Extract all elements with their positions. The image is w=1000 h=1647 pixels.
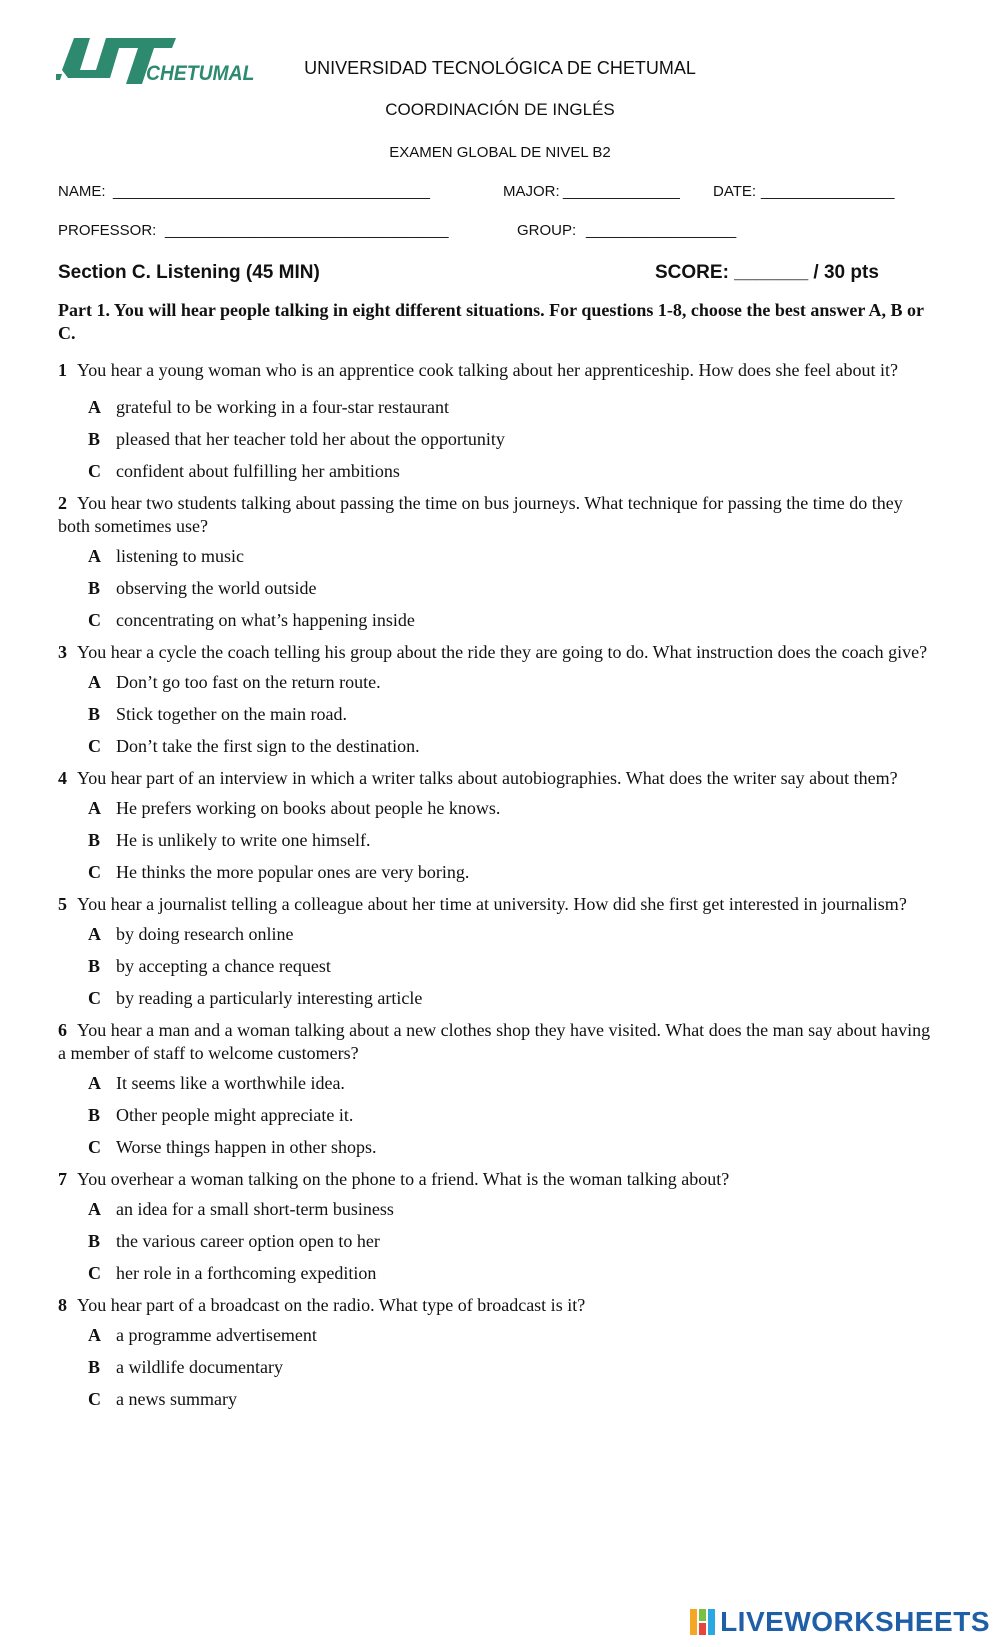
question-text	[58, 1019, 938, 1065]
question-text	[58, 1294, 938, 1317]
answer-option[interactable]	[88, 1324, 938, 1347]
question-number: 3	[58, 642, 67, 662]
answer-option[interactable]	[88, 703, 938, 726]
question-stem: You hear two students talking about passing the time on bus journeys. What technique for passing the time do they both sometimes use?	[58, 493, 903, 536]
answer-option[interactable]	[88, 1136, 938, 1159]
question-number: 5	[58, 894, 67, 914]
option-letter: B	[88, 1105, 101, 1125]
section-title: Section C. Listening (45 MIN)	[58, 262, 320, 283]
question-block	[58, 641, 938, 758]
group-blank[interactable]: __________________	[586, 222, 737, 239]
answer-options	[58, 671, 938, 758]
option-text: Don’t go too fast on the return route.	[116, 672, 381, 692]
answer-options	[58, 396, 938, 483]
option-letter: B	[88, 704, 101, 724]
answer-option[interactable]	[88, 1072, 938, 1095]
answer-option[interactable]	[88, 861, 938, 884]
professor-blank[interactable]: __________________________________	[165, 222, 449, 239]
option-letter: C	[88, 862, 101, 882]
option-text: observing the world outside	[116, 578, 317, 598]
answer-options	[58, 545, 938, 632]
option-letter: A	[88, 546, 101, 566]
answer-option[interactable]	[88, 735, 938, 758]
option-text: a programme advertisement	[116, 1325, 317, 1345]
answer-option[interactable]	[88, 797, 938, 820]
question-number: 4	[58, 768, 67, 788]
watermark-text: LIVEWORKSHEETS	[720, 1606, 990, 1637]
name-blank[interactable]: ______________________________________	[113, 183, 431, 200]
question-stem: You hear a young woman who is an apprentice cook talking about her apprenticeship. How does she feel about it?	[77, 360, 898, 380]
answer-options	[58, 797, 938, 884]
answer-options	[58, 923, 938, 1010]
option-letter: A	[88, 1325, 101, 1345]
option-text: concentrating on what’s happening inside	[116, 610, 415, 630]
answer-option[interactable]	[88, 829, 938, 852]
option-letter: A	[88, 924, 101, 944]
answer-option[interactable]	[88, 1262, 938, 1285]
coordination-title: COORDINACIÓN DE INGLÉS	[385, 100, 615, 119]
date-label: DATE:	[713, 183, 757, 200]
option-letter: B	[88, 956, 101, 976]
answer-option[interactable]	[88, 1356, 938, 1379]
question-number: 7	[58, 1169, 67, 1189]
answer-option[interactable]	[88, 1104, 938, 1127]
option-letter: A	[88, 397, 101, 417]
option-letter: B	[88, 1231, 101, 1251]
question-block	[58, 359, 938, 483]
option-letter: C	[88, 1137, 101, 1157]
question-number: 6	[58, 1020, 67, 1040]
option-letter: C	[88, 610, 101, 630]
answer-option[interactable]	[88, 1230, 938, 1253]
answer-option[interactable]	[88, 545, 938, 568]
name-label: NAME:	[58, 183, 106, 200]
question-text	[58, 893, 938, 916]
major-label: MAJOR:	[503, 183, 560, 200]
option-text: Stick together on the main road.	[116, 704, 347, 724]
option-letter: B	[88, 578, 101, 598]
question-text	[58, 641, 938, 664]
option-letter: B	[88, 1357, 101, 1377]
question-stem: You hear part of an interview in which a writer talks about autobiographies. What does the writer say about them?	[77, 768, 898, 788]
option-text: a wildlife documentary	[116, 1357, 283, 1377]
option-text: the various career option open to her	[116, 1231, 380, 1251]
answer-option[interactable]	[88, 955, 938, 978]
answer-option[interactable]	[88, 396, 938, 419]
answer-options	[58, 1198, 938, 1285]
question-list	[58, 359, 938, 1411]
option-letter: B	[88, 429, 101, 449]
question-block	[58, 767, 938, 884]
option-letter: A	[88, 1199, 101, 1219]
option-letter: C	[88, 461, 101, 481]
question-text	[58, 1168, 938, 1191]
option-text: an idea for a small short-term business	[116, 1199, 394, 1219]
question-block	[58, 492, 938, 632]
option-text: her role in a forthcoming expedition	[116, 1263, 377, 1283]
option-text: Other people might appreciate it.	[116, 1105, 354, 1125]
question-block	[58, 1019, 938, 1159]
question-number: 8	[58, 1295, 67, 1315]
exam-content	[58, 299, 938, 1420]
option-text: pleased that her teacher told her about the opportunity	[116, 429, 505, 449]
option-letter: A	[88, 1073, 101, 1093]
question-block	[58, 1294, 938, 1411]
question-stem: You hear a journalist telling a colleague about her time at university. How did she first get interested in journalism?	[77, 894, 907, 914]
question-stem: You hear a cycle the coach telling his group about the ride they are going to do. What instruction does the coach give?	[77, 642, 928, 662]
answer-option[interactable]	[88, 1388, 938, 1411]
answer-option[interactable]	[88, 460, 938, 483]
date-blank[interactable]: ________________	[761, 183, 895, 200]
question-stem: You overhear a woman talking on the phone to a friend. What is the woman talking about?	[77, 1169, 730, 1189]
question-number: 2	[58, 493, 67, 513]
group-label: GROUP:	[517, 222, 577, 239]
liveworksheets-watermark	[690, 1605, 990, 1639]
option-text: He prefers working on books about people he knows.	[116, 798, 501, 818]
answer-option[interactable]	[88, 609, 938, 632]
option-text: Worse things happen in other shops.	[116, 1137, 377, 1157]
question-stem: You hear a man and a woman talking about a new clothes shop they have visited. What does the man say about having a member of staff to welcome customers?	[58, 1020, 931, 1063]
answer-options	[58, 1324, 938, 1411]
exam-title: EXAMEN GLOBAL DE NIVEL B2	[389, 144, 611, 161]
option-text: He thinks the more popular ones are very boring.	[116, 862, 470, 882]
option-text: It seems like a worthwhile idea.	[116, 1073, 345, 1093]
answer-option[interactable]	[88, 987, 938, 1010]
option-letter: C	[88, 988, 101, 1008]
liveworksheets-logo-icon	[690, 1607, 716, 1637]
answer-option[interactable]	[88, 923, 938, 946]
question-block	[58, 893, 938, 1010]
option-text: Don’t take the first sign to the destination.	[116, 736, 420, 756]
option-text: by reading a particularly interesting article	[116, 988, 423, 1008]
score-field: SCORE: _______ / 30 pts	[655, 262, 879, 283]
question-number: 1	[58, 360, 67, 380]
option-letter: A	[88, 672, 101, 692]
major-blank[interactable]: ______________	[563, 183, 680, 200]
option-letter: C	[88, 736, 101, 756]
question-text	[58, 492, 938, 538]
option-text: by doing research online	[116, 924, 294, 944]
option-letter: C	[88, 1263, 101, 1283]
option-text: a news summary	[116, 1389, 237, 1409]
option-text: He is unlikely to write one himself.	[116, 830, 371, 850]
option-text: listening to music	[116, 546, 244, 566]
answer-options	[58, 1072, 938, 1159]
answer-option[interactable]	[88, 671, 938, 694]
option-text: confident about fulfilling her ambitions	[116, 461, 400, 481]
option-letter: B	[88, 830, 101, 850]
university-name: UNIVERSIDAD TECNOLÓGICA DE CHETUMAL	[304, 58, 696, 78]
answer-option[interactable]	[88, 1198, 938, 1221]
answer-option[interactable]	[88, 428, 938, 451]
answer-option[interactable]	[88, 577, 938, 600]
option-text: grateful to be working in a four-star restaurant	[116, 397, 450, 417]
part-instructions: Part 1. You will hear people talking in eight different situations. For questions 1-8, choose the best answer A, B or C.	[58, 300, 924, 343]
question-stem: You hear part of a broadcast on the radio. What type of broadcast is it?	[77, 1295, 586, 1315]
option-letter: A	[88, 798, 101, 818]
professor-label: PROFESSOR:	[58, 222, 157, 239]
question-text	[58, 359, 938, 382]
option-letter: C	[88, 1389, 101, 1409]
question-block	[58, 1168, 938, 1285]
question-text	[58, 767, 938, 790]
logo-text: CHETUMAL	[146, 62, 255, 85]
option-text: by accepting a chance request	[116, 956, 331, 976]
